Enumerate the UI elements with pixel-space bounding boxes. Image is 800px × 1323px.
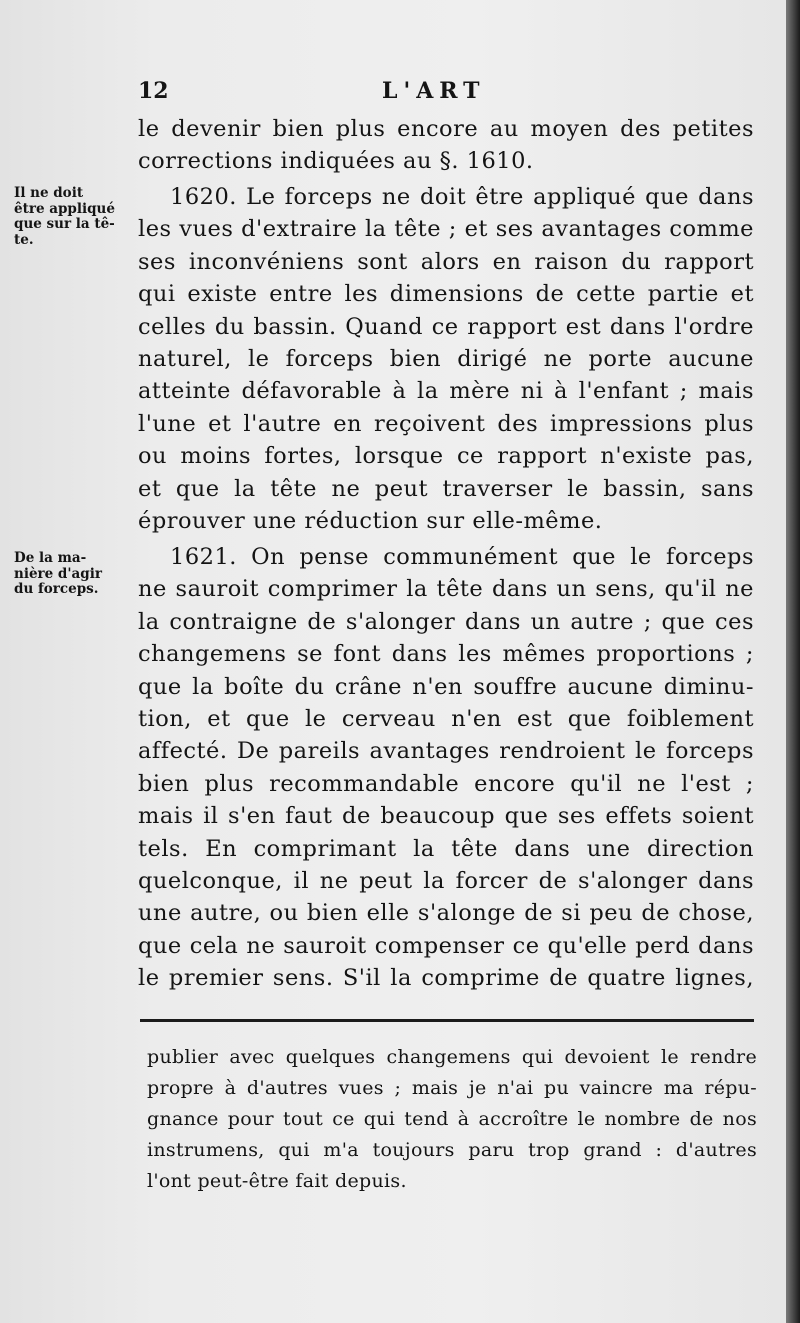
margin-note-action: [14, 551, 138, 598]
margin-note-application: [14, 186, 138, 248]
page-number: 12: [138, 78, 169, 104]
margin-note-line: du forceps.: [14, 581, 99, 597]
margin-note-line: De la ma-: [14, 550, 87, 566]
text-line: les vues d'extraire la tête ; et ses avantages comme: [138, 216, 754, 243]
margin-note-line: Il ne doit: [14, 185, 84, 201]
paragraph-1620: [138, 181, 754, 537]
text-line: 1621. On pense communément que le forceps: [170, 544, 754, 570]
text-line: une autre, ou bien elle s'alonge de si peu de chose,: [138, 900, 754, 927]
text-line: que cela ne sauroit compenser ce qu'elle perd dans: [138, 932, 754, 959]
margin-note-line: être appliqué: [14, 200, 115, 217]
page-edge-shadow: [786, 0, 800, 1323]
text-line: naturel, le forceps bien dirigé ne porte aucune: [138, 345, 754, 372]
text-line: qui existe entre les dimensions de cette partie et: [138, 281, 754, 308]
margin-note-line: te.: [14, 231, 34, 248]
footnote-line: publier avec quelques changemens qui devoient le rendre: [147, 1046, 757, 1068]
text-line: l'une et l'autre en reçoivent des impressions plus: [138, 410, 754, 437]
text-line: ou moins fortes, lorsque ce rapport n'existe pas,: [138, 443, 754, 470]
text-line: tels. En comprimant la tête dans une direction: [138, 835, 754, 862]
text-line: la contraigne de s'alonger dans un autre ; que ces: [138, 608, 754, 635]
footnote: [147, 1042, 757, 1197]
text-line: et que la tête ne peut traverser le bassin, sans: [138, 475, 754, 502]
text-line: changemens se font dans les mêmes proportions ;: [138, 641, 754, 668]
margin-note-line: que sur la tê-: [14, 216, 115, 232]
text-line: bien plus recommandable encore qu'il ne l'est ;: [138, 770, 754, 797]
text-line: quelconque, il ne peut la forcer de s'alonger dans: [138, 867, 754, 894]
paragraph-1621: [138, 541, 754, 994]
text-line: mais il s'en faut de beaucoup que ses effets soient: [138, 803, 754, 830]
text-line: affecté. De pareils avantages rendroient le forceps: [138, 738, 754, 765]
footnote-line: l'ont peut-être fait depuis.: [147, 1170, 407, 1192]
footnote-rule: [140, 1019, 754, 1022]
margin-note-line: nière d'agir: [14, 565, 102, 582]
text-line: éprouver une réduction sur elle-même.: [138, 507, 603, 534]
text-line: atteinte défavorable à la mère ni à l'enfant ; mais: [138, 378, 754, 405]
paragraph-continuation: [138, 113, 754, 178]
text-line: ses inconvéniens sont alors en raison du rapport: [138, 248, 754, 275]
text-line: celles du bassin. Quand ce rapport est dans l'ordre: [138, 313, 754, 340]
text-line: corrections indiquées au §. 1610.: [138, 148, 534, 175]
text-line: le premier sens. S'il la comprime de quatre lignes,: [138, 965, 754, 992]
text-line: le devenir bien plus encore au moyen des petites: [138, 116, 754, 142]
footnote-line: gnance pour tout ce qui tend à accroître le nombre de nos: [147, 1108, 757, 1130]
page-header: [0, 78, 790, 108]
footnote-line: instrumens, qui m'a toujours paru trop grand : d'autres: [147, 1139, 757, 1161]
text-line: ne sauroit comprimer la tête dans un sens, qu'il ne: [138, 576, 754, 603]
running-head: L'ART: [382, 78, 486, 104]
footnote-line: propre à d'autres vues ; mais je n'ai pu vaincre ma répu-: [147, 1077, 757, 1099]
text-line: 1620. Le forceps ne doit être appliqué que dans: [170, 184, 754, 210]
text-line: que la boîte du crâne n'en souffre aucune diminu-: [138, 673, 754, 700]
text-line: tion, et que le cerveau n'en est que foiblement: [138, 705, 754, 732]
